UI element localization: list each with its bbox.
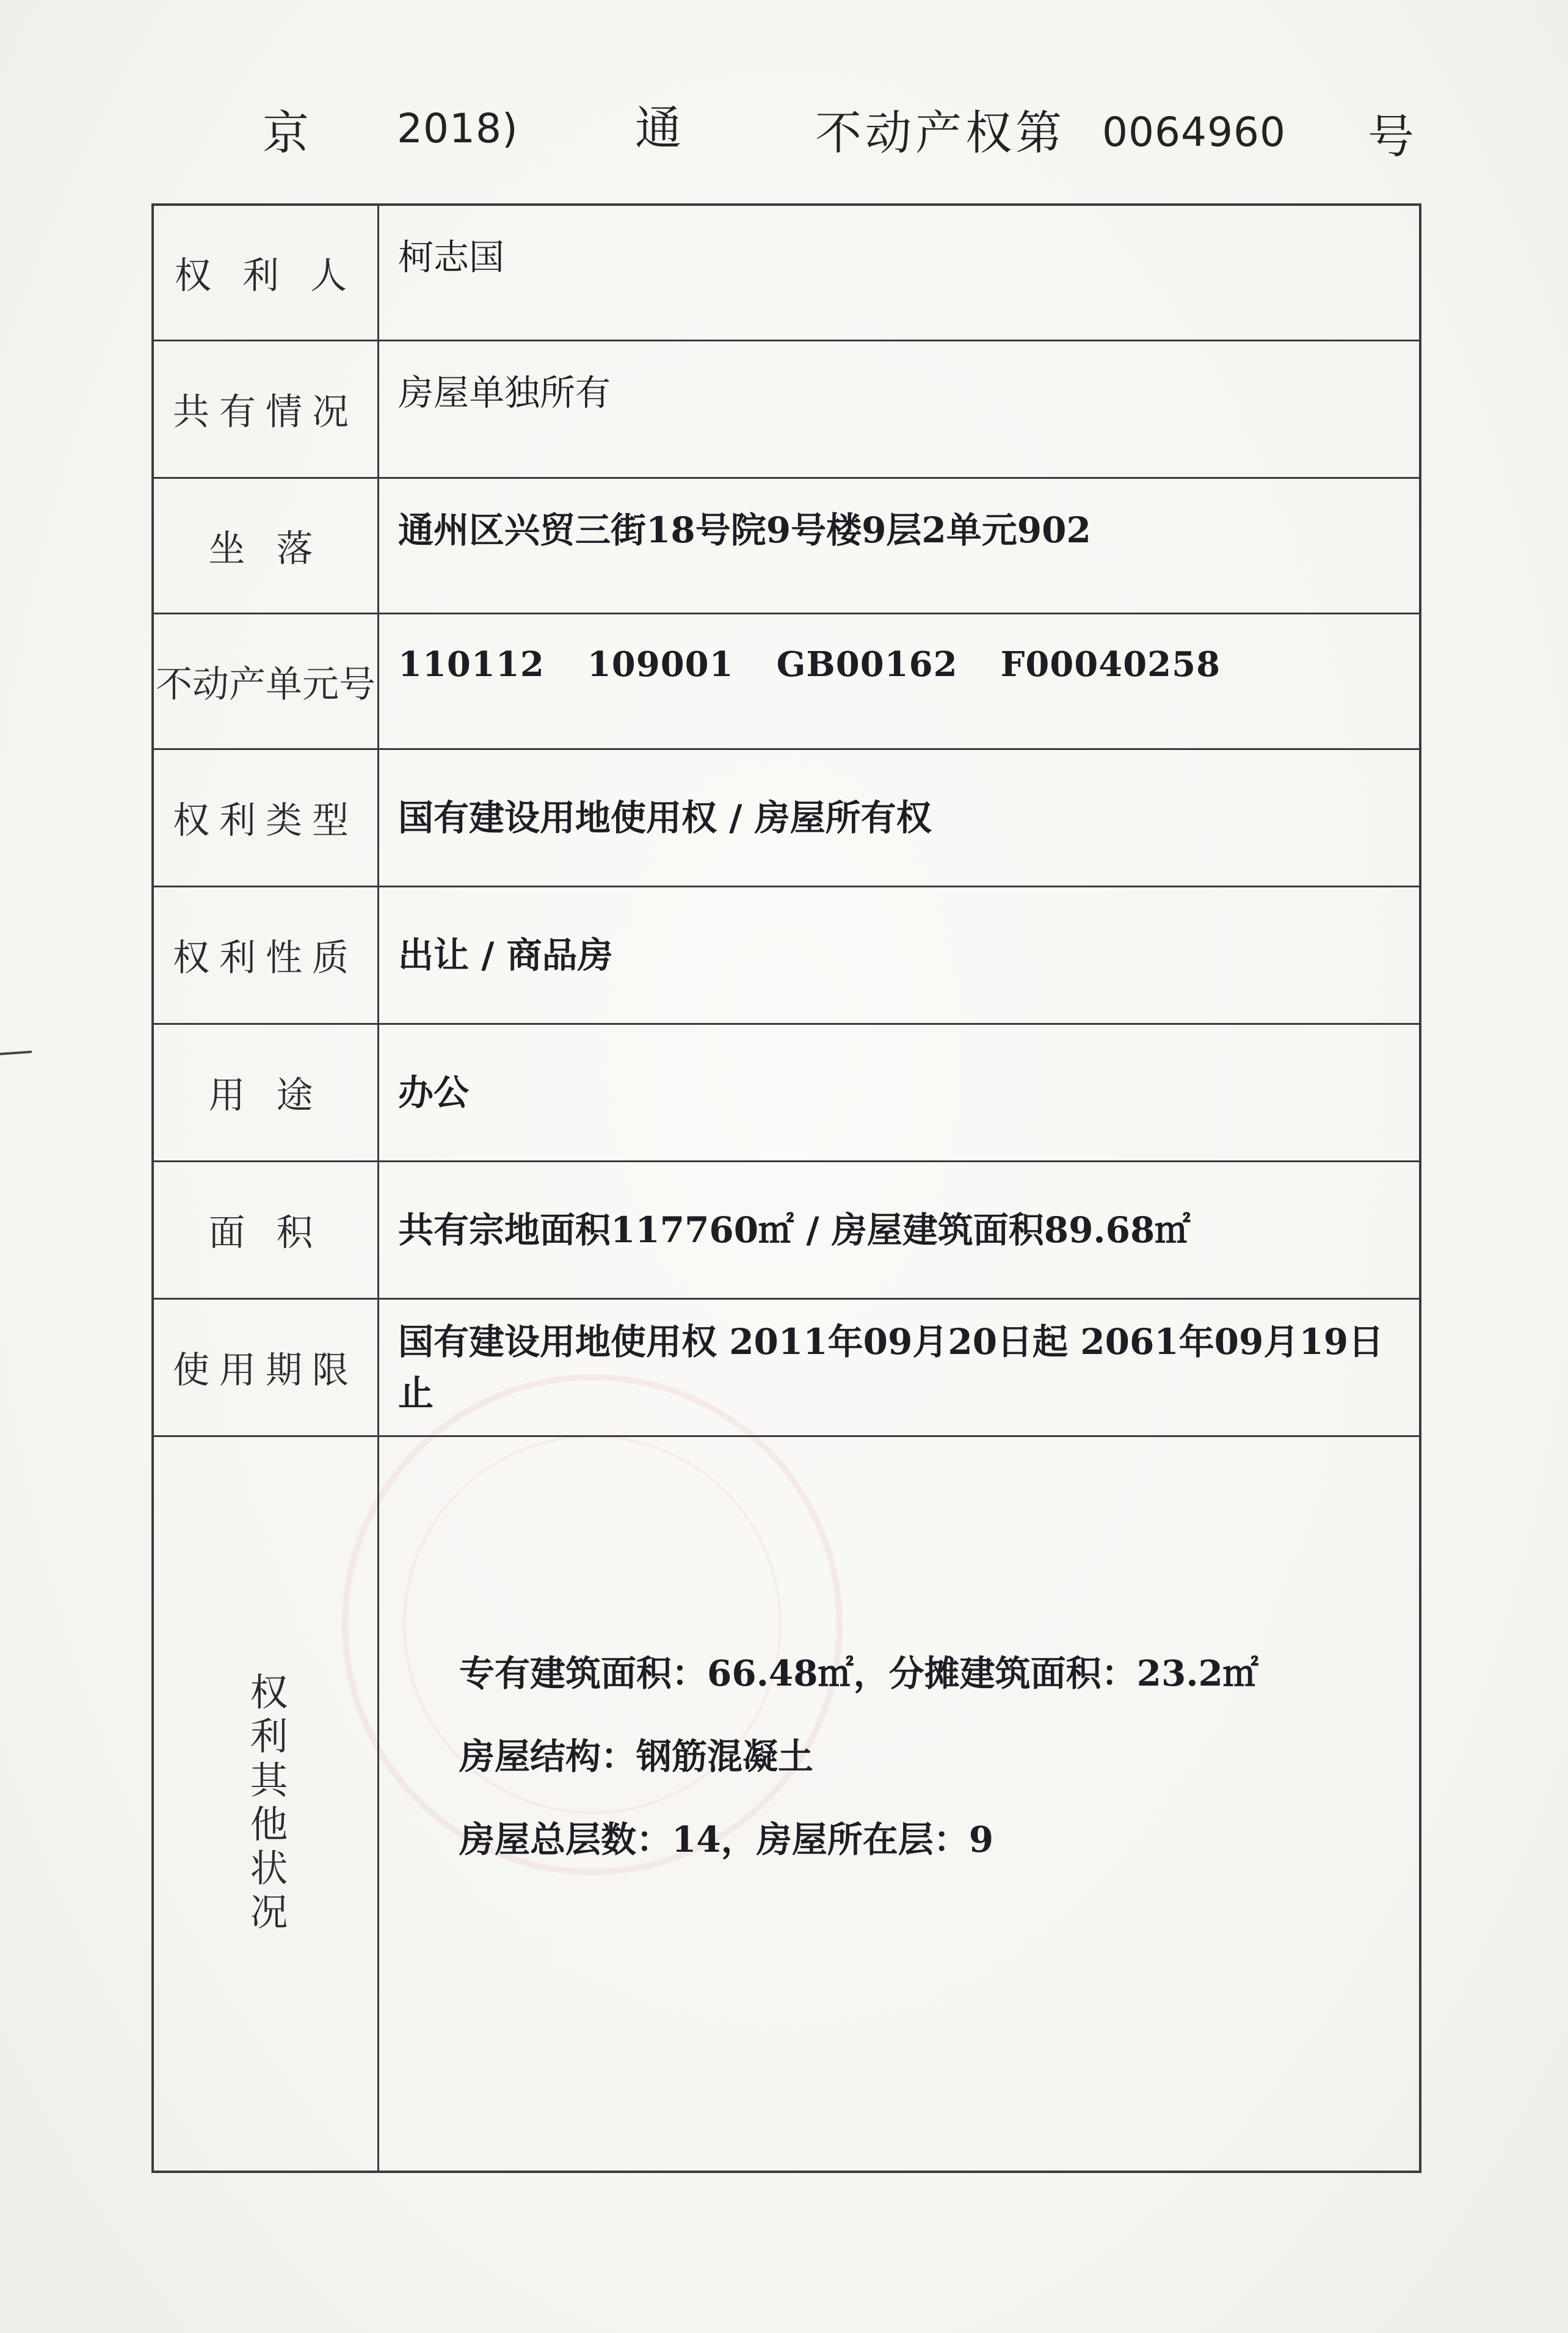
row-unit-number	[154, 614, 1419, 750]
header-title: 不动产权第	[815, 106, 1065, 160]
row-holder	[154, 206, 1419, 341]
value-other	[154, 1437, 1419, 2171]
unit-codes	[398, 640, 1221, 690]
row-other	[154, 1437, 1419, 2171]
header-year: 2018)	[397, 105, 518, 152]
value-right-type: 国有建设用地使用权 / 房屋所有权	[398, 796, 932, 839]
other-content	[459, 1645, 1258, 1894]
label-other: 权利其他状况	[244, 1672, 288, 1936]
unit-code: 110112	[398, 644, 545, 685]
label-holder: 权 利 人	[174, 254, 357, 297]
row-area	[154, 1162, 1419, 1300]
value-area: 共有宗地面积117760㎡ / 房屋建筑面积89.68㎡	[398, 1209, 1191, 1251]
label-co-ownership: 共有情况	[173, 391, 358, 434]
label-right-type: 权利类型	[173, 799, 358, 842]
row-location	[154, 479, 1419, 614]
row-term	[154, 1300, 1419, 1437]
header-province: 京	[263, 106, 309, 160]
header-city: 通	[635, 101, 681, 155]
label-right-nature: 权利性质	[173, 937, 358, 980]
value-term: 国有建设用地使用权 2011年09月20日起 2061年09月19日止	[398, 1320, 1384, 1414]
value-unit-number	[398, 614, 1395, 748]
header-number: 0064960	[1102, 109, 1286, 156]
unit-code: F00040258	[1000, 644, 1221, 685]
row-co-ownership	[154, 341, 1419, 479]
label-area: 面 积	[208, 1212, 323, 1254]
label-term: 使用期限	[173, 1349, 358, 1392]
value-holder: 柯志国	[398, 236, 505, 278]
row-right-type	[154, 750, 1419, 887]
row-right-nature	[154, 887, 1419, 1025]
label-usage: 用 途	[208, 1074, 323, 1117]
row-usage	[154, 1025, 1419, 1162]
edge-mark	[0, 1050, 32, 1055]
label-unit-number: 不动产单元号	[156, 663, 376, 706]
property-rights-table	[151, 203, 1421, 2173]
value-co-ownership: 房屋单独所有	[398, 372, 611, 413]
unit-code: GB00162	[776, 644, 958, 685]
other-line-floors: 房屋总层数：14，房屋所在层：9	[459, 1819, 994, 1860]
unit-code: 109001	[587, 644, 734, 685]
value-usage: 办公	[398, 1071, 470, 1113]
other-line-area: 专有建筑面积：66.48㎡，分摊建筑面积：23.2㎡	[459, 1653, 1258, 1694]
other-line-structure: 房屋结构：钢筋混凝土	[459, 1736, 814, 1777]
label-location: 坐 落	[208, 527, 323, 570]
certificate-header	[0, 92, 1568, 177]
value-right-nature: 出让 / 商品房	[398, 934, 613, 976]
value-location: 通州区兴贸三街18号院9号楼9层2单元902	[398, 509, 1091, 551]
header-suffix: 号	[1368, 109, 1414, 164]
